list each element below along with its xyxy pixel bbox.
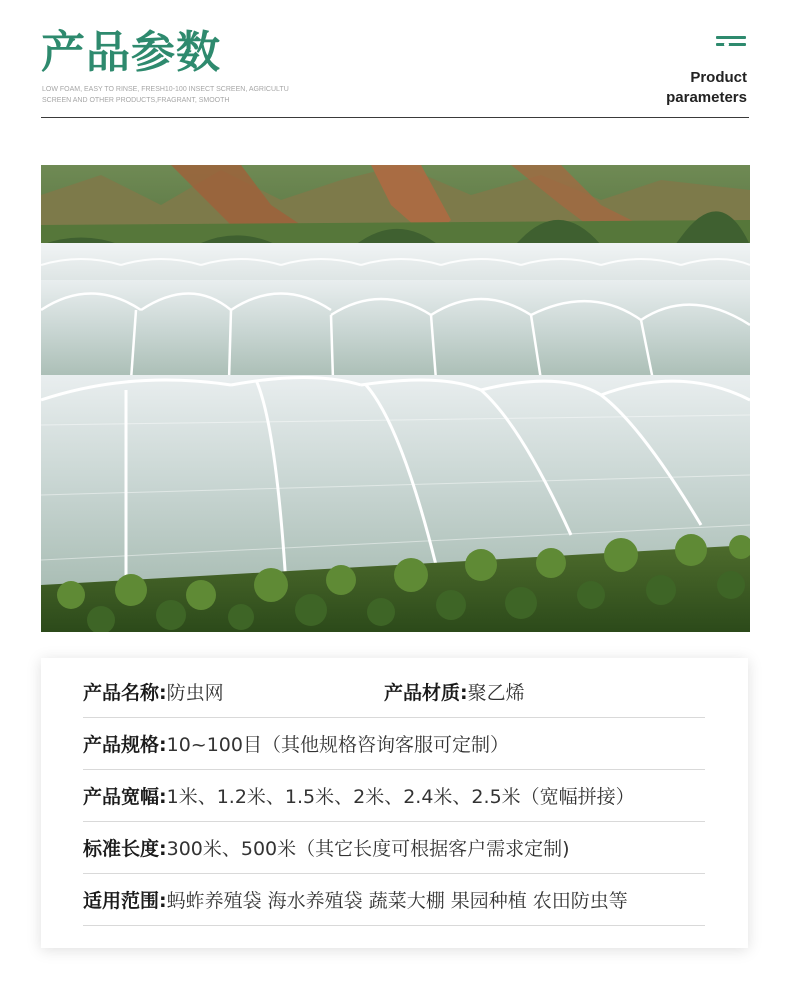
spec-row-width [83,770,705,822]
greenhouse-tunnel-photo [41,165,750,632]
spec-value: 300米、500米（其它长度可根据客户需求定制) [166,838,570,860]
spec-row-name-material [83,666,705,718]
spec-item-name [83,680,224,706]
english-title-line-1: Product [690,69,747,86]
spec-label: 产品名称: [83,682,167,704]
spec-value: 10~100目（其他规格咨询客服可定制） [166,734,509,756]
english-title [666,68,747,108]
spec-item-usage [83,888,628,914]
spec-label: 标准长度: [83,838,167,860]
spec-value: 防虫网 [166,682,224,704]
spec-item-material [384,680,525,706]
spec-value: 聚乙烯 [467,682,525,704]
spec-value: 蚂蚱养殖袋 海水养殖袋 蔬菜大棚 果园种植 农田防虫等 [166,890,628,912]
subtitle-line-1: LOW FOAM, EASY TO RINSE, FRESH10-100 INSECT SCREEN, AGRICULTU [42,86,289,93]
page-header [41,26,749,118]
spec-item-spec [83,732,509,758]
spec-item-width [83,784,635,810]
english-title-line-2: parameters [666,89,747,106]
spec-card [41,658,748,948]
double-dash-icon [716,36,746,48]
subtitle-line-2: SCREEN AND OTHER PRODUCTS,FRAGRANT, SMOOTH [42,97,230,104]
spec-row-spec [83,718,705,770]
header-divider [41,117,749,118]
spec-label: 产品材质: [384,682,468,704]
spec-label: 产品规格: [83,734,167,756]
spec-label: 适用范围: [83,890,167,912]
page-title: 产品参数 [41,27,221,78]
spec-value: 1米、1.2米、1.5米、2米、2.4米、2.5米（宽幅拼接） [166,786,635,808]
spec-row-length [83,822,705,874]
spec-item-length [83,836,570,862]
spec-row-usage [83,874,705,926]
row-divider [83,925,705,926]
page-subtitle [42,84,292,106]
spec-label: 产品宽幅: [83,786,167,808]
